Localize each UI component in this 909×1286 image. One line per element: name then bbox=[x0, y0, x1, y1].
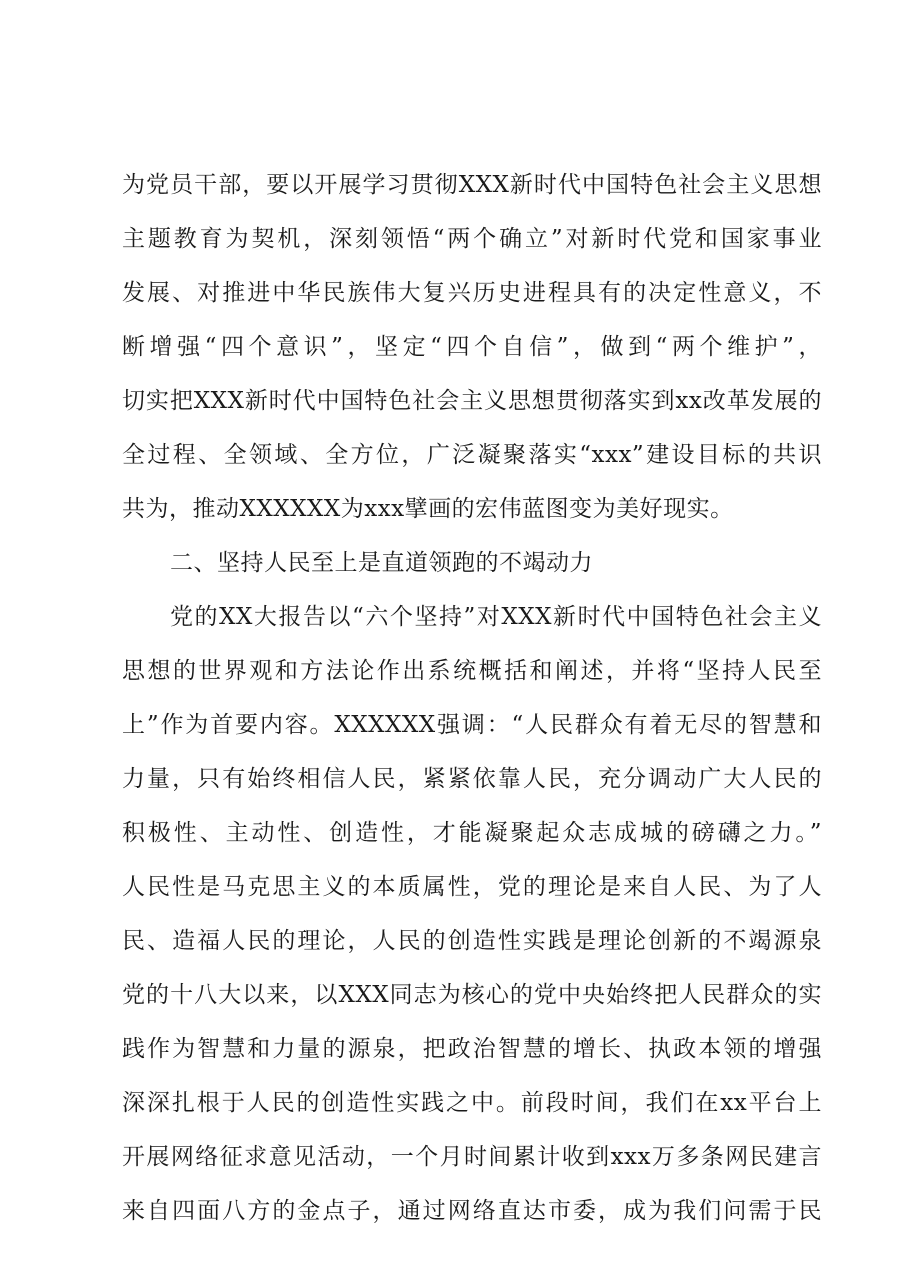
text-line-20: 来自四面八方的金点子，通过网络直达市委，成为我们问需于民 bbox=[122, 1198, 822, 1224]
text-line-6: 全过程、全领域、全方位，广泛凝聚落实“xxx”建设目标的共识 bbox=[122, 442, 822, 468]
section-heading: 二、坚持人民至上是直道领跑的不竭动力 bbox=[170, 550, 593, 576]
text-line-2: 主题教育为契机，深刻领悟“两个确立”对新时代党和国家事业 bbox=[122, 226, 822, 252]
text-line-7: 共为，推动XXXXXX为xxx擘画的宏伟蓝图变为美好现实。 bbox=[122, 496, 734, 522]
text-line-13: 积极性、主动性、创造性，才能凝聚起众志成城的磅礴之力。” bbox=[122, 820, 822, 846]
text-line-15: 民、造福人民的理论，人民的创造性实践是理论创新的不竭源泉 bbox=[122, 928, 822, 954]
text-line-16: 党的十八大以来，以XXX同志为核心的党中央始终把人民群众的实 bbox=[122, 982, 822, 1008]
text-line-19: 开展网络征求意见活动，一个月时间累计收到xxx万多条网民建言 bbox=[122, 1144, 822, 1170]
text-line-10: 思想的世界观和方法论作出系统概括和阐述，并将“坚持人民至 bbox=[122, 658, 822, 684]
text-line-9: 党的XX大报告以“六个坚持”对XXX新时代中国特色社会主义 bbox=[170, 604, 822, 630]
text-line-4: 断增强“四个意识”，坚定“四个自信”，做到“两个维护”， bbox=[122, 334, 822, 360]
text-line-1: 为党员干部，要以开展学习贯彻XXX新时代中国特色社会主义思想 bbox=[122, 172, 822, 198]
text-line-11: 上”作为首要内容。XXXXXX强调：“人民群众有着无尽的智慧和 bbox=[122, 712, 822, 738]
text-line-3: 发展、对推进中华民族伟大复兴历史进程具有的决定性意义，不 bbox=[122, 280, 822, 306]
text-line-5: 切实把XXX新时代中国特色社会主义思想贯彻落实到xx改革发展的 bbox=[122, 388, 822, 414]
text-line-17: 践作为智慧和力量的源泉，把政治智慧的增长、执政本领的增强 bbox=[122, 1036, 822, 1062]
text-line-14: 人民性是马克思主义的本质属性，党的理论是来自人民、为了人 bbox=[122, 874, 822, 900]
text-line-18: 深深扎根于人民的创造性实践之中。前段时间，我们在xx平台上 bbox=[122, 1090, 822, 1116]
text-line-12: 力量，只有始终相信人民，紧紧依靠人民，充分调动广大人民的 bbox=[122, 766, 822, 792]
